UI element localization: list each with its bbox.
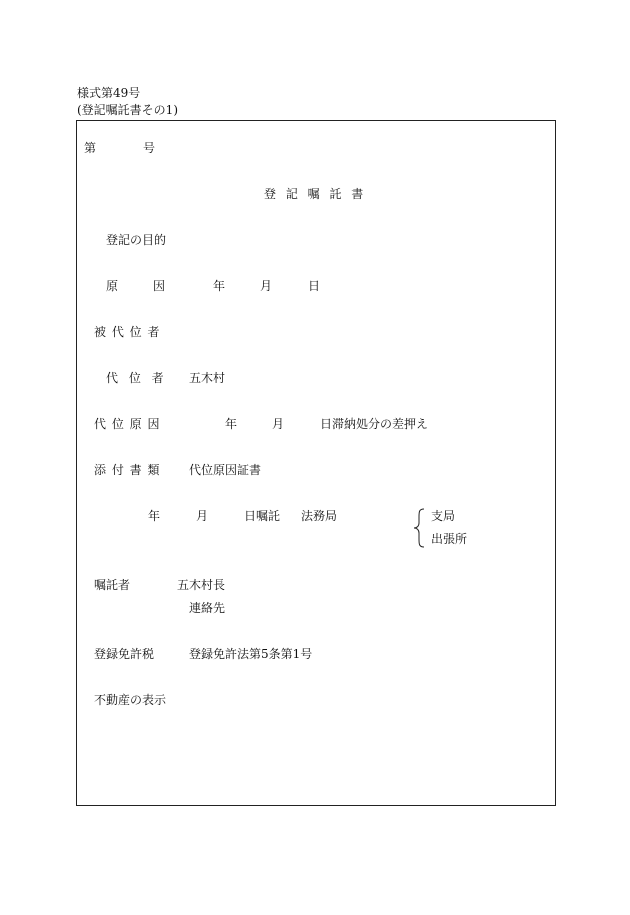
sub-office: 出張所 (431, 532, 468, 546)
subrogator-label: 代 位 者 (106, 371, 164, 385)
curly-brace-icon (412, 508, 426, 548)
document-number-prefix: 第 (84, 141, 97, 155)
cause-day: 日 (308, 279, 321, 293)
document-number-suffix: 号 (143, 141, 156, 155)
cause-label-1: 原 (106, 279, 119, 293)
legal-affairs-bureau: 法務局 (301, 509, 338, 523)
commission-month: 月 (196, 509, 209, 523)
attachments-label: 添 付 書 類 (94, 463, 160, 477)
branch-office: 支局 (431, 509, 456, 523)
commission-day: 日嘱託 (244, 509, 281, 523)
property-description-label: 不動産の表示 (94, 693, 167, 707)
subrogation-cause-label: 代 位 原 因 (94, 417, 160, 431)
contact-label: 連絡先 (189, 601, 226, 615)
subrogation-cause-year: 年 (225, 417, 238, 431)
registration-tax-value: 登録免許法第5条第1号 (189, 647, 313, 661)
commissioner-value: 五木村長 (177, 578, 226, 592)
commissioner-label: 嘱託者 (94, 578, 131, 592)
cause-label-2: 因 (153, 279, 166, 293)
document-title: 登 記 嘱 託 書 (264, 187, 364, 201)
cause-month: 月 (260, 279, 273, 293)
form-subtitle: (登記嘱託書その1) (77, 103, 178, 117)
cause-year: 年 (213, 279, 226, 293)
attachments-value: 代位原因証書 (189, 463, 262, 477)
registration-tax-label: 登録免許税 (94, 647, 155, 661)
subrogation-cause-value: 日滞納処分の差押え (320, 417, 429, 431)
form-number: 様式第49号 (77, 86, 141, 100)
purpose-label: 登記の目的 (106, 233, 167, 247)
subrogator-value: 五木村 (189, 371, 226, 385)
subrogated-label: 被 代 位 者 (94, 325, 160, 339)
commission-year: 年 (148, 509, 161, 523)
subrogation-cause-month: 月 (272, 417, 285, 431)
